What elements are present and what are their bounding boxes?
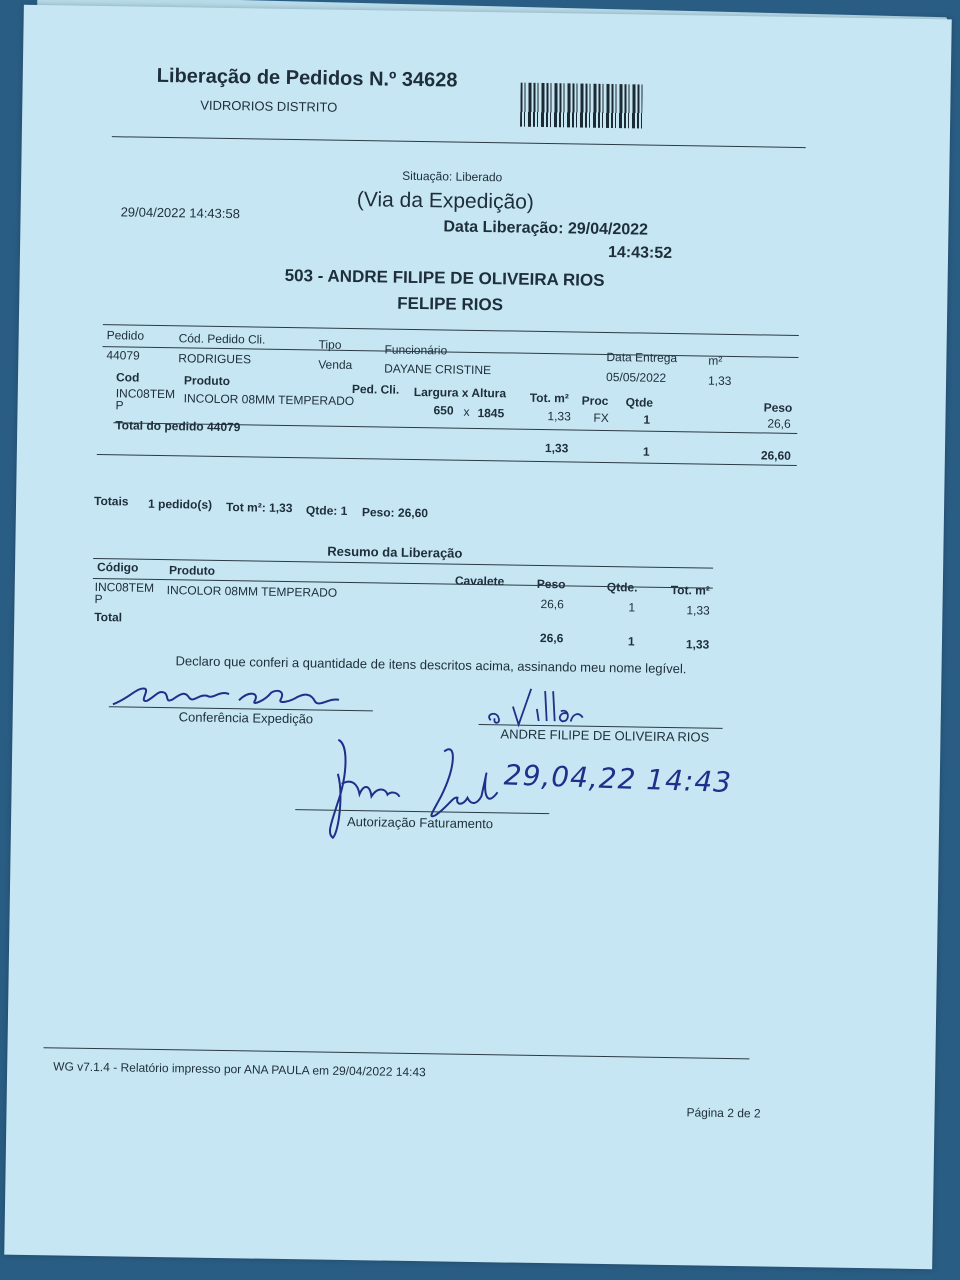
- totals-order-count: 1 pedido(s): [147, 496, 213, 512]
- label-data-entrega: Data Entrega: [606, 349, 678, 366]
- order-m2: 1,33: [707, 373, 732, 388]
- handwritten-date: 29,04,22 14:43: [503, 758, 733, 799]
- order-total-m2: 1,33: [544, 441, 569, 456]
- summary-label-cavalete: Cavalete: [454, 573, 505, 589]
- status-text: Situação: Liberado: [402, 168, 503, 185]
- declaration-text: Declaro que conferi a quantidade de itens descritos acima, assinando meu nome legível.: [175, 653, 687, 677]
- company-name: VIDRORIOS DISTRITO: [200, 97, 338, 115]
- order-total-label: Total do pedido 44079: [115, 418, 241, 435]
- item-cod-line2: P: [115, 398, 124, 413]
- order-data-entrega: 05/05/2022: [605, 369, 667, 385]
- label-cliente-nome: ANDRE FILIPE DE OLIVEIRA RIOS: [500, 726, 710, 745]
- item-peso: 26,6: [767, 416, 791, 431]
- label-funcionario: Funcionário: [384, 342, 448, 358]
- order-tipo: Venda: [318, 357, 353, 372]
- label-proc: Proc: [581, 393, 609, 409]
- label-autorizacao-faturamento: Autorização Faturamento: [346, 813, 494, 832]
- order-cod-pedido-cli: RODRIGUES: [178, 351, 252, 367]
- summary-label-qtde: Qtde.: [606, 580, 638, 595]
- summary-label-peso: Peso: [536, 576, 566, 592]
- document-title: Liberação de Pedidos N.º 34628: [156, 64, 458, 92]
- summary-total-peso: 26,6: [539, 630, 564, 646]
- label-pedido: Pedido: [106, 328, 145, 343]
- label-cod: Cod: [115, 370, 140, 385]
- summary-peso: 26,6: [540, 596, 564, 612]
- item-qtde: 1: [643, 412, 651, 427]
- order-total-peso: 26,60: [760, 448, 792, 463]
- client-name: 503 - ANDRE FILIPE DE OLIVEIRA RIOS: [284, 265, 605, 290]
- order-total-qtde: 1: [642, 444, 650, 459]
- totals-peso: Peso: 26,60: [361, 505, 429, 521]
- label-ped-cli: Ped. Cli.: [351, 381, 400, 397]
- item-produto: INCOLOR 08MM TEMPERADO: [183, 391, 355, 409]
- totals-m2: Tot m²: 1,33: [225, 500, 293, 516]
- label-largura-altura: Largura x Altura: [413, 384, 507, 401]
- item-altura: 1845: [477, 405, 505, 421]
- item-tot-m2: 1,33: [547, 409, 571, 424]
- label-tipo: Tipo: [318, 337, 342, 352]
- copy-type: (Via da Expedição): [356, 188, 535, 214]
- label-m2: m²: [708, 353, 723, 368]
- footer-report-info: WG v7.1.4 - Relatório impresso por ANA PAULA em 29/04/2022 14:43: [53, 1059, 426, 1080]
- label-peso: Peso: [763, 400, 793, 415]
- document-page: [4, 5, 952, 1269]
- summary-title: Resumo da Liberação: [327, 543, 463, 561]
- footer-rule: [43, 1047, 749, 1059]
- footer-page-number: Página 2 de 2: [686, 1105, 761, 1121]
- summary-label-produto: Produto: [168, 563, 216, 578]
- item-proc: FX: [593, 410, 609, 426]
- print-datetime: 29/04/2022 14:43:58: [120, 204, 241, 222]
- summary-cod-line1: INC08TEM: [94, 579, 155, 595]
- summary-produto: INCOLOR 08MM TEMPERADO: [166, 583, 338, 600]
- label-conferencia-expedicao: Conferência Expedição: [178, 709, 314, 727]
- barcode: [520, 83, 643, 129]
- header-divider: [112, 136, 806, 148]
- totals-label: Totais: [93, 493, 129, 509]
- order-pedido: 44079: [106, 348, 140, 363]
- summary-total-qtde: 1: [627, 634, 635, 649]
- summary-total-m2: 1,33: [685, 637, 710, 652]
- item-cod-line1: INC08TEM: [115, 386, 176, 402]
- summary-label-tot-m2: Tot. m²: [670, 583, 710, 598]
- summary-label-codigo: Código: [96, 560, 139, 575]
- item-largura: 650: [433, 403, 454, 418]
- client-fantasy-name: FELIPE RIOS: [397, 293, 504, 315]
- label-produto: Produto: [183, 373, 231, 389]
- summary-total-label: Total: [94, 609, 123, 625]
- release-time: 14:43:52: [607, 243, 673, 263]
- summary-cod-line2: P: [94, 591, 103, 607]
- label-qtde: Qtde: [625, 395, 654, 410]
- order-table-bottom-rule: [97, 454, 797, 466]
- summary-tot-m2: 1,33: [686, 603, 710, 618]
- label-tot-m2: Tot. m²: [529, 390, 569, 406]
- label-cod-pedido-cli: Cód. Pedido Cli.: [178, 331, 266, 347]
- order-funcionario: DAYANE CRISTINE: [384, 361, 492, 378]
- release-date: Data Liberação: 29/04/2022: [443, 218, 649, 239]
- item-dimension-separator: x: [463, 404, 470, 419]
- summary-qtde: 1: [628, 600, 636, 615]
- totals-qtde: Qtde: 1: [305, 503, 348, 518]
